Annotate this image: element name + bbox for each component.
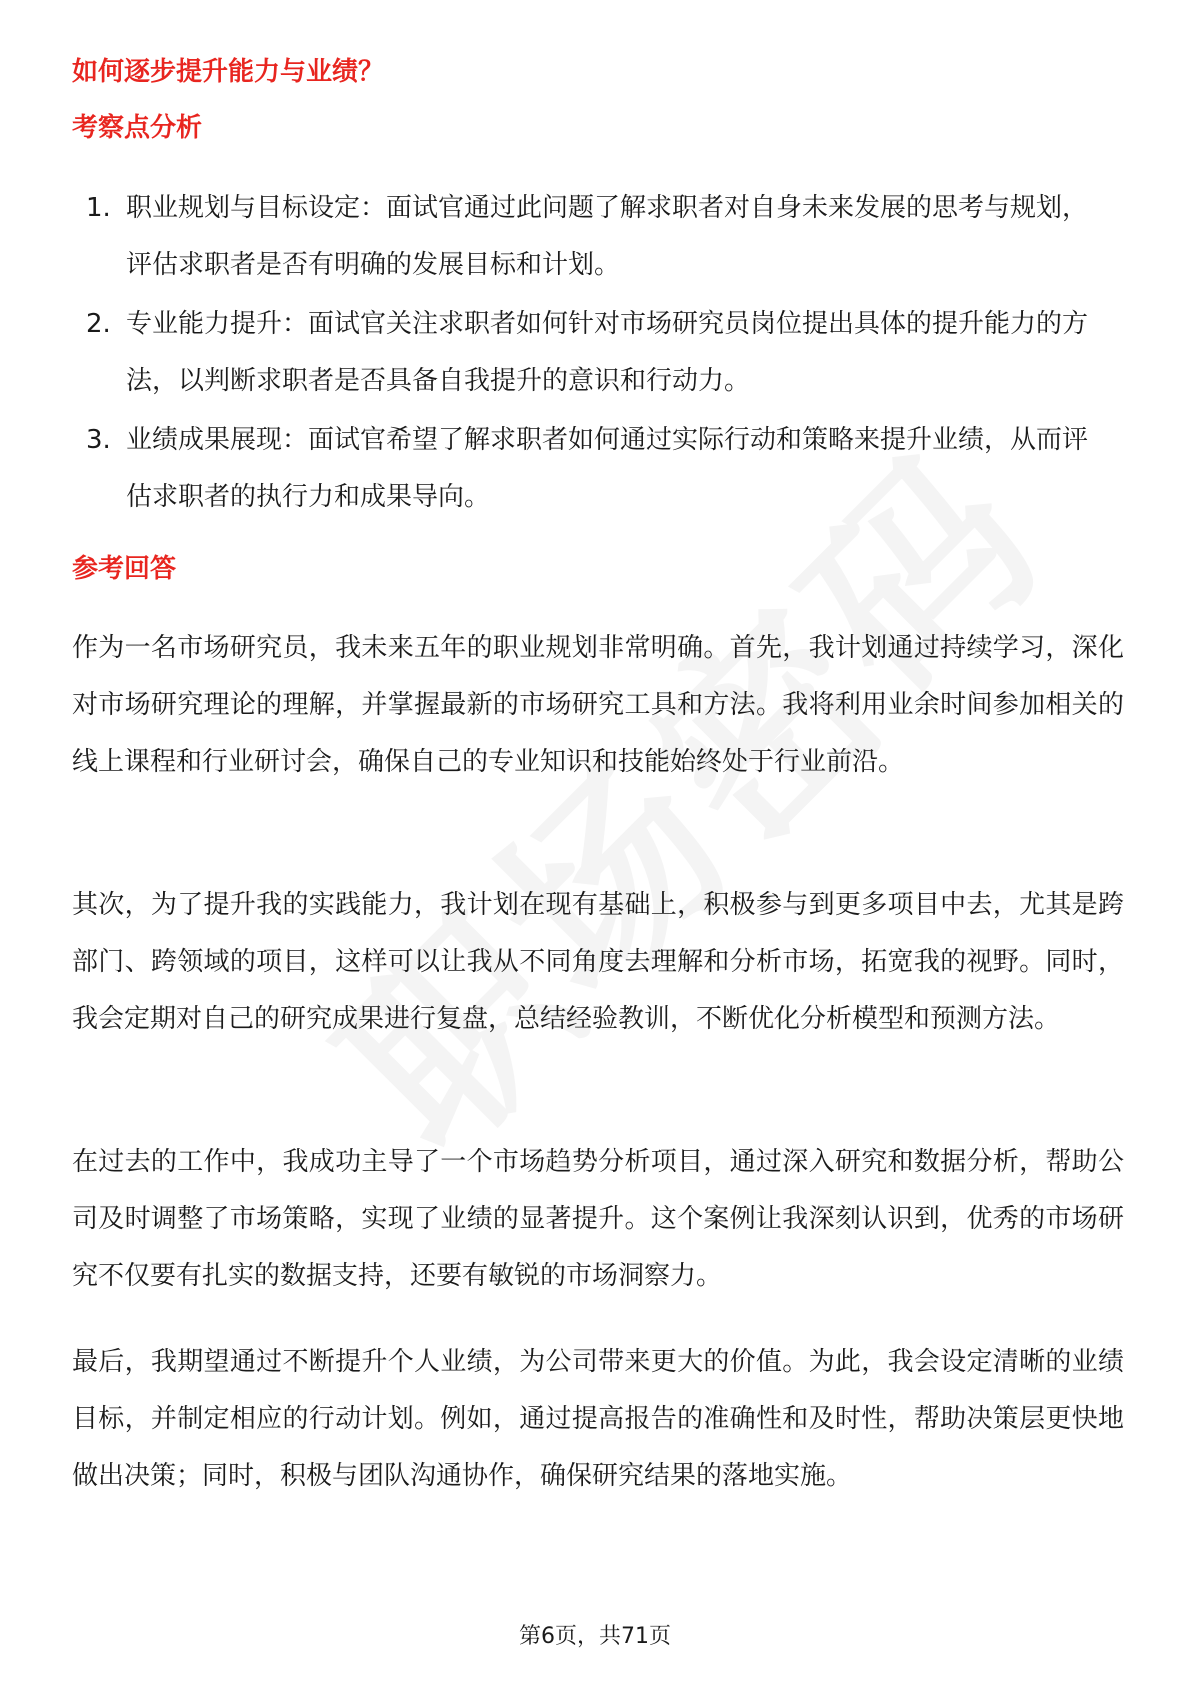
list-number: 3. [86,425,111,455]
analysis-item [0,180,1190,294]
answer-paragraph: 作为一名市场研究员，我未来五年的职业规划非常明确。首先，我计划通过持续学习，深化对市场研究理论的理解，并掌握最新的市场研究工具和方法。我将利用业余时间参加相关的线上课程和行业研讨会，确保自己的专业知识和技能始终处于行业前沿。 [72,633,1124,777]
answer-paragraph: 在过去的工作中，我成功主导了一个市场趋势分析项目，通过深入研究和数据分析，帮助公司及时调整了市场策略，实现了业绩的显著提升。这个案例让我深刻认识到，优秀的市场研究不仅要有扎实的数据支持，还要有敏锐的市场洞察力。 [72,1147,1124,1291]
list-number: 2. [86,309,111,339]
analysis-item [0,296,1190,410]
answer-heading: 参考回答 [72,554,177,584]
page-number: 第6页，共71页 [519,1624,671,1649]
list-number: 1. [86,193,111,223]
list-item-text: 职业规划与目标设定：面试官通过此问题了解求职者对自身未来发展的思考与规划，评估求职者是否有明确的发展目标和计划。 [126,193,1089,280]
analysis-item [0,412,1190,526]
list-item-text: 专业能力提升：面试官关注求职者如何针对市场研究员岗位提出具体的提升能力的方法，以判断求职者是否具备自我提升的意识和行动力。 [126,309,1089,396]
answer-paragraph: 其次，为了提升我的实践能力，我计划在现有基础上，积极参与到更多项目中去，尤其是跨部门、跨领域的项目，这样可以让我从不同角度去理解和分析市场，拓宽我的视野。同时，我会定期对自己的研究成果进行复盘，总结经验教训，不断优化分析模型和预测方法。 [72,890,1124,1034]
question-title: 如何逐步提升能力与业绩？ [72,57,385,87]
analysis-list [0,180,1190,528]
answer-paragraph: 最后，我期望通过不断提升个人业绩，为公司带来更大的价值。为此，我会设定清晰的业绩目标，并制定相应的行动计划。例如，通过提高报告的准确性和及时性，帮助决策层更快地做出决策；同时，积极与团队沟通协作，确保研究结果的落地实施。 [72,1347,1124,1491]
analysis-heading: 考察点分析 [72,113,203,143]
list-item-text: 业绩成果展现：面试官希望了解求职者如何通过实际行动和策略来提升业绩，从而评估求职者的执行力和成果导向。 [126,425,1089,512]
